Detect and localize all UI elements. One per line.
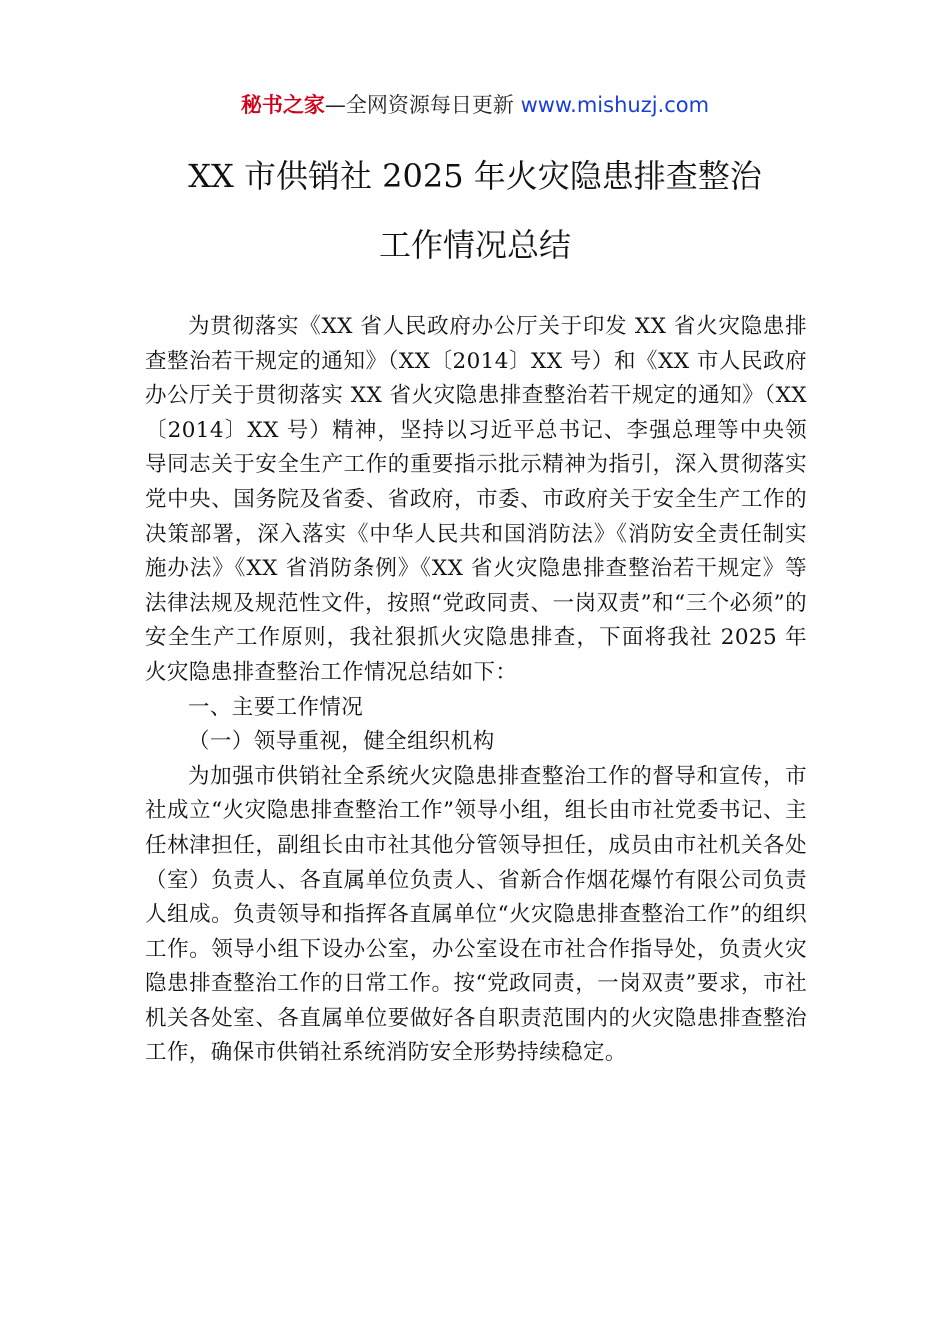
document-title-line-2: 工作情况总结 bbox=[378, 226, 571, 264]
site-brand: 秘书之家 bbox=[240, 93, 325, 117]
site-header bbox=[0, 88, 950, 122]
document-title-line-1: XX 市供销社 2025 年火灾隐患排查整治 bbox=[188, 157, 762, 195]
site-tagline: —全网资源每日更新 bbox=[324, 93, 521, 117]
site-url-link[interactable]: www.mishuzj.com bbox=[520, 93, 710, 117]
document-body bbox=[145, 310, 807, 1071]
intro-paragraph: 为贯彻落实《XX 省人民政府办公厅关于印发 XX 省火灾隐患排查整治若干规定的通知》（XX〔2014〕XX 号）和《XX 市人民政府办公厅关于贯彻落实 XX 省火灾隐患排查整治若干规定的通知》（XX〔2014〕XX 号）精神，坚持以习近平总书记、李强总理等中央领导同志关于安全生产工作的重要指示批示精神为指引，深入贯彻落实党中央、国务院及省委、省政府，市委、市政府关于安全生产工作的决策部署，深入落实《中华人民共和国消防法》《消防安全责任制实施办法》《XX 省消防条例》《XX 省火灾隐患排查整治若干规定》等法律法规及规范性文件，按照“党政同责、一岗双责”和“三个必须”的安全生产工作原则，我社狠抓火灾隐患排查，下面将我社 2025 年火灾隐患排查整治工作情况总结如下： bbox=[145, 314, 807, 685]
body-paragraph: 为加强市供销社全系统火灾隐患排查整治工作的督导和宣传，市社成立“火灾隐患排查整治工作”领导小组，组长由市社党委书记、主任林津担任，副组长由市社其他分管领导担任，成员由市社机关各处（室）负责人、各直属单位负责人、省新合作烟花爆竹有限公司负责人组成。负责领导和指挥各直属单位“火灾隐患排查整治工作”的组织工作。领导小组下设办公室，办公室设在市社合作指导处，负责火灾隐患排查整治工作的日常工作。按“党政同责，一岗双责”要求，市社机关各处室、各直属单位要做好各自职责范围内的火灾隐患排查整治工作，确保市供销社系统消防安全形势持续稳定。 bbox=[145, 763, 807, 1066]
section-heading: 一、主要工作情况 bbox=[188, 694, 364, 720]
subsection-heading: （一）领导重视，健全组织机构 bbox=[188, 729, 495, 755]
